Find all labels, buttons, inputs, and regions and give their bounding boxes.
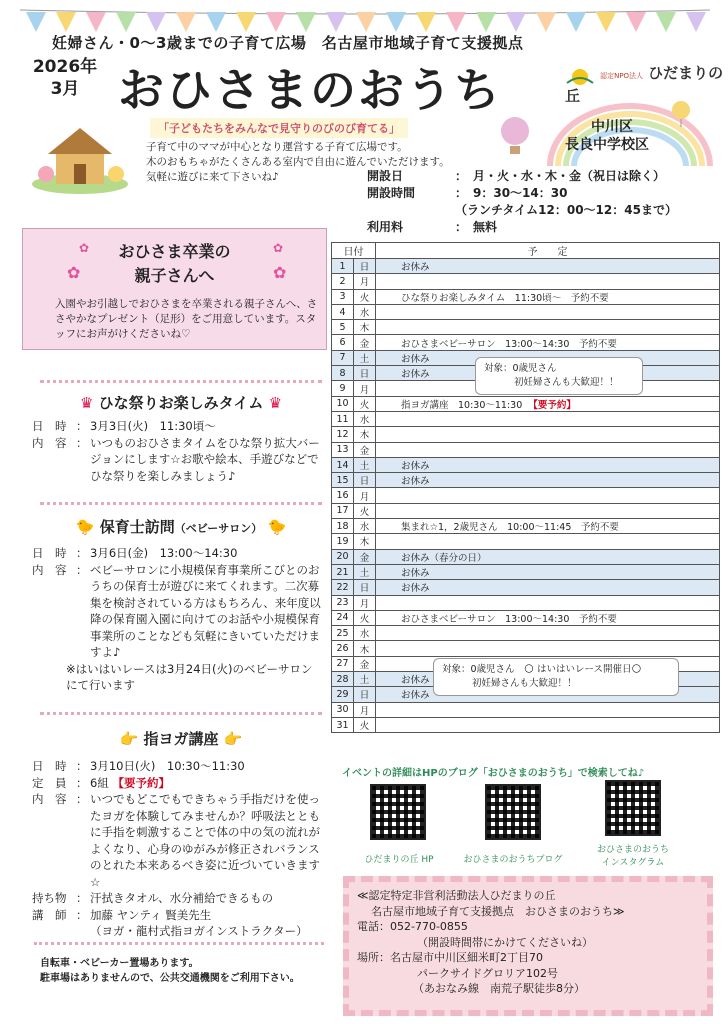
open-days-value: ： 月・火・水・木・金（祝日は除く） xyxy=(455,169,666,183)
label: 内 容 xyxy=(32,435,67,450)
day-number: 1 xyxy=(332,259,354,274)
label: 定 員 xyxy=(32,775,67,790)
qr-label-insta-2: インスタグラム xyxy=(601,858,665,868)
bunting-flag xyxy=(386,12,406,32)
yoga-title-row xyxy=(36,728,326,749)
weekday: 木 xyxy=(354,641,376,656)
issue-year: 2026年 xyxy=(32,57,98,77)
hoiku-title-row xyxy=(36,516,326,537)
plan-cell xyxy=(376,702,720,717)
ward-name: 中川区 xyxy=(591,119,633,135)
weekday: 木 xyxy=(354,427,376,442)
plan-text xyxy=(379,383,401,394)
weekday: 土 xyxy=(354,564,376,579)
day-number: 7 xyxy=(332,350,354,365)
weekday: 火 xyxy=(354,717,376,732)
divider xyxy=(40,712,322,716)
weekday: 木 xyxy=(354,320,376,335)
contact-phone[interactable]: 電話：052-770-0855 xyxy=(357,920,468,933)
plan-cell xyxy=(376,595,720,610)
schedule-row xyxy=(332,564,720,579)
plan-text: お休み xyxy=(401,262,430,274)
qr-label-blog: おひさまのおうちブログ xyxy=(463,855,563,865)
plan-text: お休み xyxy=(401,369,430,381)
date-header: 日付 xyxy=(332,243,376,259)
pointing-hand-icon: 👉 xyxy=(119,730,139,748)
header-subtitle: 妊婦さん・0～3歳までの子育て広場 名古屋市地域子育て支援拠点 xyxy=(52,34,524,52)
intro-line: 気軽に遊びに来て下さいね♪ xyxy=(146,171,279,183)
contact-building: パークサイドグロリア102号 xyxy=(417,966,559,980)
bunting-flag xyxy=(566,12,586,32)
day-number: 26 xyxy=(332,641,354,656)
bunting-flag xyxy=(686,12,706,32)
plan-cell xyxy=(376,457,720,472)
weekday: 火 xyxy=(354,610,376,625)
hina-date: 3月3日(火) 11:30頃～ xyxy=(90,419,216,433)
plan-text xyxy=(379,490,401,501)
qr-label-hp: ひだまりの丘 HP xyxy=(364,855,434,865)
plan-text xyxy=(379,307,401,318)
contact-address: 場所：名古屋市中川区細米町2丁目70 xyxy=(357,951,543,964)
open-time-label: 開設時間 xyxy=(367,186,416,200)
yoga-content: いつでもどこでもできちゃう手指だけを使ったヨガを体験してみませんか？呼吸法とともに手指を刺激することで体の中の気の流れがよくなり、心身のゆがみが修正されバランスのとれた本来あるべき姿に近づいていきます☆ xyxy=(90,792,320,889)
yoga-capacity: 6組 xyxy=(90,775,109,790)
plan-cell xyxy=(376,549,720,564)
plan-cell xyxy=(376,534,720,549)
plan-text: お休み xyxy=(401,675,430,687)
schedule-row xyxy=(332,641,720,656)
hoiku-note: ※はいはいレースは3月24日(火)のベビーサロンにて行います xyxy=(66,661,313,692)
plan-text xyxy=(379,414,401,425)
footnote-parking: 駐車場はありませんので、公共交通機関をご利用下さい。 xyxy=(40,973,300,984)
bunting-flag xyxy=(26,12,46,32)
schedule-row xyxy=(332,549,720,564)
weekday: 日 xyxy=(354,366,376,381)
qr-label-insta xyxy=(585,842,681,868)
contact-access: （あおなみ線 南荒子駅徒歩8分） xyxy=(413,982,585,995)
plan-cell xyxy=(376,274,720,289)
divider xyxy=(40,380,322,384)
schedule-row xyxy=(332,534,720,549)
plan-text: お休み（春分の日） xyxy=(401,552,487,564)
weekday: 金 xyxy=(354,549,376,564)
district-name: 長良中学校区 xyxy=(565,137,649,153)
plan-text xyxy=(379,276,401,287)
opening-info xyxy=(367,168,677,236)
open-time-value: ： 9：30～14：30 xyxy=(455,186,568,200)
weekday: 土 xyxy=(354,672,376,687)
schedule-row xyxy=(332,702,720,717)
yoga-lecturer-title: （ヨガ・龍村式指ヨガインストラクター） xyxy=(90,924,308,938)
plan-cell xyxy=(376,442,720,457)
plan-text: お休み xyxy=(401,690,430,702)
yoga-date: 3月10日(火) 10:30～11:30 xyxy=(90,759,245,773)
day-number: 25 xyxy=(332,626,354,641)
reservation-required: 【要予約】 xyxy=(112,775,170,790)
weekday: 金 xyxy=(354,335,376,350)
plan-text xyxy=(379,704,401,715)
day-number: 22 xyxy=(332,580,354,595)
flower-icon: ✿ xyxy=(273,263,287,282)
day-number: 24 xyxy=(332,610,354,625)
yoga-details: 日 時 ： 3月10日(火) 10:30～11:30 定 員 ： 6組 【要予約】 内 容 ： いつでもどこでもできちゃう手指だけを使ったヨガを体験してみませんか？呼吸法とともに手指を刺激することで体の中の気の流れがよくなり、心身のゆがみが修正されバランスのとれた本来あるべき姿に近づいていきます☆ 持ち物 ： 汗拭きタオル、水分補給できるもの 講 師 ： 加藤 ヤンティ 賢美先生 （ヨガ・龍村式指ヨガインストラクター） xyxy=(32,759,320,938)
weekday: 木 xyxy=(354,534,376,549)
plan-cell xyxy=(376,503,720,518)
schedule-row xyxy=(332,488,720,503)
weekday: 月 xyxy=(354,595,376,610)
chick-icon: 🐤 xyxy=(75,518,95,536)
bunting-flag xyxy=(506,12,526,32)
qr-label-insta-1: おひさまのおうち xyxy=(596,845,669,855)
open-days-label: 開設日 xyxy=(367,169,404,183)
plan-cell xyxy=(376,335,720,350)
day-number: 23 xyxy=(332,595,354,610)
plan-cell xyxy=(376,473,720,488)
flower-icon: ✿ xyxy=(67,263,81,282)
day-number: 10 xyxy=(332,396,354,411)
plan-text: お休み xyxy=(401,568,430,580)
bunting-flag xyxy=(476,12,496,32)
day-number: 19 xyxy=(332,534,354,549)
plan-text xyxy=(379,444,401,455)
hina-title: ひな祭りお楽しみタイム xyxy=(98,394,264,412)
bunting-flag xyxy=(446,12,466,32)
weekday: 日 xyxy=(354,580,376,595)
day-number: 28 xyxy=(332,672,354,687)
reservation-required: 【要予約】 xyxy=(528,399,576,411)
graduate-title-1: おひさま卒業の xyxy=(118,242,231,261)
day-number: 3 xyxy=(332,289,354,304)
plan-cell xyxy=(376,396,720,411)
day-number: 15 xyxy=(332,473,354,488)
weekday: 火 xyxy=(354,289,376,304)
bunting-flag xyxy=(86,12,106,32)
bunting-flag xyxy=(146,12,166,32)
plan-text xyxy=(379,720,401,731)
plan-cell xyxy=(376,320,720,335)
footnote xyxy=(40,956,300,986)
divider xyxy=(40,502,322,506)
day-number: 17 xyxy=(332,503,354,518)
contact-phone-note: （開設時間帯にかけてくださいね） xyxy=(417,935,593,949)
plan-cell xyxy=(376,411,720,426)
day-number: 8 xyxy=(332,366,354,381)
weekday: 日 xyxy=(354,687,376,702)
day-number: 20 xyxy=(332,549,354,564)
day-number: 9 xyxy=(332,381,354,396)
plan-text: おひさまベビーサロン 13:00～14:30 予約不要 xyxy=(401,338,617,350)
plan-cell xyxy=(376,580,720,595)
callout-baby-salon-2 xyxy=(433,658,679,696)
flower-icon: ✿ xyxy=(79,241,90,255)
day-number: 13 xyxy=(332,442,354,457)
day-number: 18 xyxy=(332,519,354,534)
schedule-row xyxy=(332,259,720,274)
weekday: 月 xyxy=(354,488,376,503)
org-name: ひだまりの丘 xyxy=(565,64,724,105)
contact-org: ≪認定特定非営利活動法人ひだまりの丘 xyxy=(357,889,556,902)
plan-cell xyxy=(376,289,720,304)
graduate-title-2: 親子さんへ xyxy=(134,266,215,285)
weekday: 水 xyxy=(354,519,376,534)
bunting-flag xyxy=(236,12,256,32)
plan-text xyxy=(379,643,401,654)
day-number: 16 xyxy=(332,488,354,503)
day-number: 12 xyxy=(332,427,354,442)
org-type: 認定NPO法人 xyxy=(600,72,644,80)
pointing-hand-icon: 👉 xyxy=(223,730,243,748)
hoiku-content: ベビーサロンに小規模保育事業所こびとのおうちの保育士が遊びに来てくれます。二次募集を検討されている方はもちろん、来年度以降の保育園入園に向けてのお話や小規模保育事業所のことなども気軽にきいていただけますよ♪ xyxy=(90,562,321,659)
bunting-flag xyxy=(176,12,196,32)
yoga-bring: 汗拭きタオル、水分補給できるもの xyxy=(90,891,274,905)
schedule-row xyxy=(332,396,720,411)
callout-target: 対象：0歳児さん 🌕 はいはいレース開催日🌕 xyxy=(442,664,642,675)
label: 持ち物 xyxy=(32,891,67,905)
plan-cell xyxy=(376,427,720,442)
weekday: 土 xyxy=(354,457,376,472)
day-number: 5 xyxy=(332,320,354,335)
page-title: おひさまのおうち xyxy=(118,63,502,117)
schedule-row xyxy=(332,626,720,641)
day-number: 27 xyxy=(332,656,354,671)
plan-text: おひさまベビーサロン 13:00～14:30 予約不要 xyxy=(401,613,617,625)
callout-welcome: 初妊婦さんも大歓迎！！ xyxy=(472,678,577,689)
plan-cell xyxy=(376,519,720,534)
weekday: 水 xyxy=(354,411,376,426)
qr-code-blog[interactable] xyxy=(485,784,541,840)
plan-text: 指ヨガ講座 10:30～11:30 xyxy=(401,399,523,411)
plan-header: 予 定 xyxy=(376,243,720,259)
callout-target: 対象：0歳児さん xyxy=(484,363,557,374)
bunting-flag xyxy=(536,12,556,32)
bunting-flag xyxy=(656,12,676,32)
hina-title-row xyxy=(36,392,326,413)
weekday: 水 xyxy=(354,626,376,641)
chick-icon: 🐤 xyxy=(267,518,287,536)
schedule-row xyxy=(332,717,720,732)
bunting-flag xyxy=(356,12,376,32)
day-number: 29 xyxy=(332,687,354,702)
plan-text xyxy=(379,505,401,516)
fee-value: ： 無料 xyxy=(455,220,498,234)
day-number: 2 xyxy=(332,274,354,289)
label: 講 師 xyxy=(32,907,67,922)
weekday: 火 xyxy=(354,396,376,411)
bunting-flag xyxy=(56,12,76,32)
hina-doll-icon: ♛ xyxy=(79,394,94,412)
label: 内 容 xyxy=(32,562,67,577)
plan-text: 集まれ☆1，2歳児さん 10:00～11:45 予約不要 xyxy=(401,522,619,534)
plan-cell xyxy=(376,304,720,319)
callout-welcome: 初妊婦さんも大歓迎！！ xyxy=(514,377,619,388)
day-number: 11 xyxy=(332,411,354,426)
weekday: 金 xyxy=(354,442,376,457)
schedule-row xyxy=(332,595,720,610)
schedule-row xyxy=(332,289,720,304)
bunting-flag xyxy=(626,12,646,32)
schedule-row xyxy=(332,411,720,426)
issue-month: 3月 xyxy=(50,79,80,99)
weekday: 月 xyxy=(354,274,376,289)
hoiku-date: 3月6日(金) 13:00～14:30 xyxy=(90,546,238,560)
sun-logo-icon xyxy=(565,63,595,85)
bunting-flag xyxy=(296,12,316,32)
day-number: 21 xyxy=(332,564,354,579)
schedule-row xyxy=(332,442,720,457)
hina-content: いつものおひさまタイムをひな祭り拡大バージョンにします☆お歌や絵本、手遊びなどでひな祭りを楽しみましょう♪ xyxy=(90,435,320,483)
schedule-row xyxy=(332,304,720,319)
plan-text: お休み xyxy=(401,353,430,365)
plan-cell xyxy=(376,626,720,641)
plan-text: お休み xyxy=(401,476,430,488)
bunting-flag xyxy=(266,12,286,32)
day-number: 14 xyxy=(332,457,354,472)
blog-banner: イベントの詳細はHPのブログ「おひさまのおうち」で検索してね♪ xyxy=(342,768,645,779)
hina-doll-icon: ♛ xyxy=(268,394,283,412)
intro-line: 木のおもちゃがたくさんある室内で自由に遊んでいただけます。 xyxy=(146,156,450,168)
weekday: 日 xyxy=(354,259,376,274)
lunch-time: （ランチタイム12：00～12：45まで） xyxy=(455,203,677,217)
plan-cell xyxy=(376,641,720,656)
bunting-flag xyxy=(206,12,226,32)
label: 内 容 xyxy=(32,792,67,806)
weekday: 金 xyxy=(354,656,376,671)
schedule-row xyxy=(332,503,720,518)
plan-text xyxy=(379,536,401,547)
plan-cell xyxy=(376,259,720,274)
yoga-lecturer: 加藤 ヤンティ 賢美先生 xyxy=(90,907,212,922)
day-number: 31 xyxy=(332,717,354,732)
schedule-row xyxy=(332,427,720,442)
intro-line: 子育て中のママが中心となり運営する子育て広場です。 xyxy=(146,141,408,153)
schedule-row xyxy=(332,274,720,289)
contact-box xyxy=(343,876,713,1016)
school-district xyxy=(565,118,649,154)
qr-code-hp[interactable] xyxy=(370,784,426,840)
plan-text: お休み xyxy=(401,461,430,472)
fee-label: 利用料 xyxy=(367,220,404,234)
plan-text: お休み xyxy=(401,583,430,595)
graduate-notice xyxy=(22,228,327,350)
day-number: 30 xyxy=(332,702,354,717)
plan-text xyxy=(379,597,401,608)
divider xyxy=(34,942,324,946)
plan-text xyxy=(379,322,401,333)
bunting-flag xyxy=(116,12,136,32)
plan-text xyxy=(379,628,401,639)
schedule-row xyxy=(332,335,720,350)
weekday: 日 xyxy=(354,473,376,488)
day-number: 6 xyxy=(332,335,354,350)
plan-text: ひな祭りお楽しみタイム 11:30頃～ 予約不要 xyxy=(401,292,609,304)
label: 日 時 xyxy=(32,546,67,560)
small-balloon-icon xyxy=(670,100,692,128)
qr-code-instagram[interactable] xyxy=(605,780,661,836)
plan-cell xyxy=(376,564,720,579)
schedule-row xyxy=(332,580,720,595)
label: 日 時 xyxy=(32,759,67,773)
weekday: 火 xyxy=(354,503,376,518)
plan-cell xyxy=(376,717,720,732)
issue-date xyxy=(30,56,100,100)
bunting-flag xyxy=(416,12,436,32)
hina-details: 日 時 ： 3月3日(火) 11:30頃～ 内 容 ： いつものおひさまタイムをひな祭り拡大バージョンにします☆お歌や絵本、手遊びなどでひな祭りを楽しみましょう♪ xyxy=(32,418,322,484)
house-illustration xyxy=(30,122,130,194)
bunting-flag xyxy=(596,12,616,32)
schedule-row xyxy=(332,473,720,488)
graduate-body: 入園やお引越しでおひさまを卒業される親子さんへ、ささやかなプレゼント（足形）をご用意しています。スタッフにお声がけくださいね♡ xyxy=(55,298,318,340)
hoiku-title-sub: （ベビーサロン） xyxy=(174,522,263,535)
yoga-title: 指ヨガ講座 xyxy=(143,730,219,748)
callout-baby-salon-1 xyxy=(475,357,643,395)
slogan: 「子どもたちをみんなで見守りのびのび育てる」 xyxy=(150,118,408,138)
schedule-row xyxy=(332,610,720,625)
bunting-flag xyxy=(326,12,346,32)
balloon-icon xyxy=(498,116,532,156)
contact-facility: 名古屋市地域子育て支援拠点 おひさまのおうち≫ xyxy=(371,904,625,918)
plan-cell xyxy=(376,488,720,503)
flower-icon: ✿ xyxy=(273,241,284,255)
weekday: 土 xyxy=(354,350,376,365)
label: 日 時 xyxy=(32,419,67,433)
hoiku-title: 保育士訪問 xyxy=(99,518,175,536)
day-number: 4 xyxy=(332,304,354,319)
hoiku-details: 日 時 ： 3月6日(金) 13:00～14:30 内 容 ： ベビーサロンに小規模保育事業所こびとのおうちの保育士が遊びに来てくれます。二次募集を検討されている方はもちろん、来年度以降の保育園入園に向けてのお話や小規模保育事業所のことなども気軽にきいていただけますよ♪ ※はいはいレースは3月24日(火)のベビーサロンにて行います xyxy=(32,546,321,692)
weekday: 水 xyxy=(354,304,376,319)
schedule-row xyxy=(332,457,720,472)
plan-text xyxy=(379,429,401,440)
weekday: 月 xyxy=(354,381,376,396)
plan-cell xyxy=(376,610,720,625)
weekday: 月 xyxy=(354,702,376,717)
footnote-bike: 自転車・ベビーカー置場あります。 xyxy=(40,958,199,969)
schedule-row xyxy=(332,320,720,335)
schedule-row xyxy=(332,519,720,534)
plan-text xyxy=(379,658,401,669)
